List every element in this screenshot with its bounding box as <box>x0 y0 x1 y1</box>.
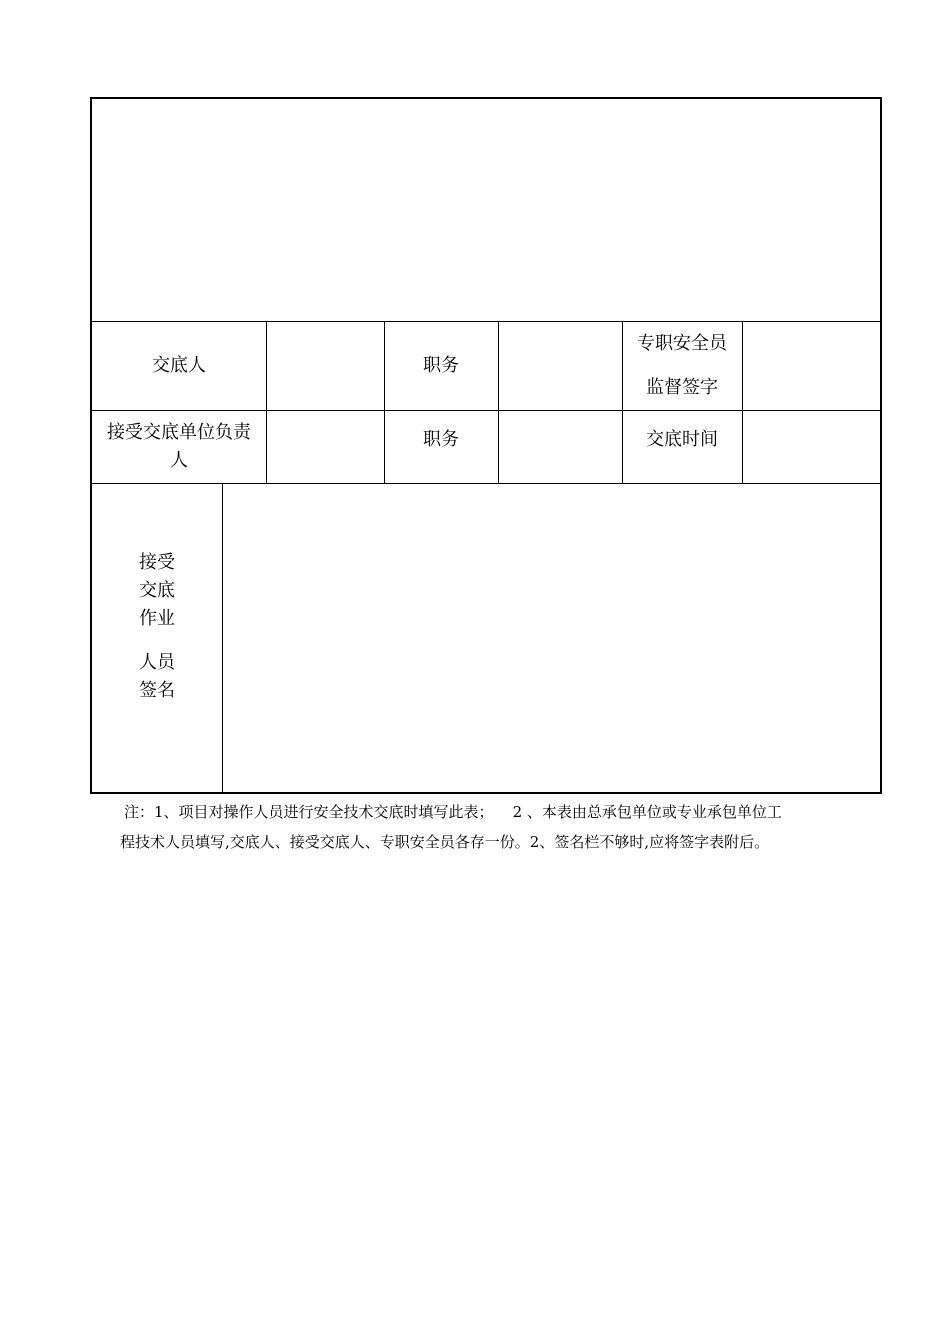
safety-officer-signature-field[interactable] <box>743 322 880 410</box>
handover-person-field[interactable] <box>267 322 384 410</box>
receiving-head-label-line1: 接受交底单位负责 <box>107 421 251 443</box>
receiving-head-field[interactable] <box>267 411 384 483</box>
footnote <box>120 797 860 857</box>
safety-officer-label-line2: 监督签字 <box>646 376 718 398</box>
worker-signature-field[interactable] <box>223 484 880 792</box>
position-label: 职务 <box>423 429 459 450</box>
safety-officer-signature-label <box>622 321 742 410</box>
handover-form-table <box>90 97 882 794</box>
footnote-line1: 注：1、项目对操作人员进行安全技术交底时填写此表； 2 、本表由总承包单位或专业承包单位工 <box>124 803 782 821</box>
signature-label-line: 签名 <box>139 680 175 701</box>
position-field[interactable] <box>499 322 622 410</box>
handover-time-label: 交底时间 <box>646 429 718 450</box>
signature-label-line: 人员 <box>139 652 175 673</box>
handover-time-field[interactable] <box>743 411 880 483</box>
position-field[interactable] <box>499 411 622 483</box>
handover-content-area[interactable] <box>92 99 880 321</box>
worker-signature-label <box>92 483 222 792</box>
receiving-head-label-line2: 人 <box>170 449 188 471</box>
signature-label-line: 接受 <box>139 552 175 573</box>
footnote-line2: 程技术人员填写,交底人、接受交底人、专职安全员各存一份。2、签名栏不够时,应将签字表附后。 <box>120 833 770 851</box>
position-label: 职务 <box>423 354 459 376</box>
receiving-head-label <box>92 410 266 483</box>
safety-officer-label-line1: 专职安全员 <box>637 332 727 354</box>
signature-label-line: 作业 <box>139 608 175 629</box>
handover-person-label: 交底人 <box>152 354 206 376</box>
signature-label-line: 交底 <box>139 580 175 601</box>
